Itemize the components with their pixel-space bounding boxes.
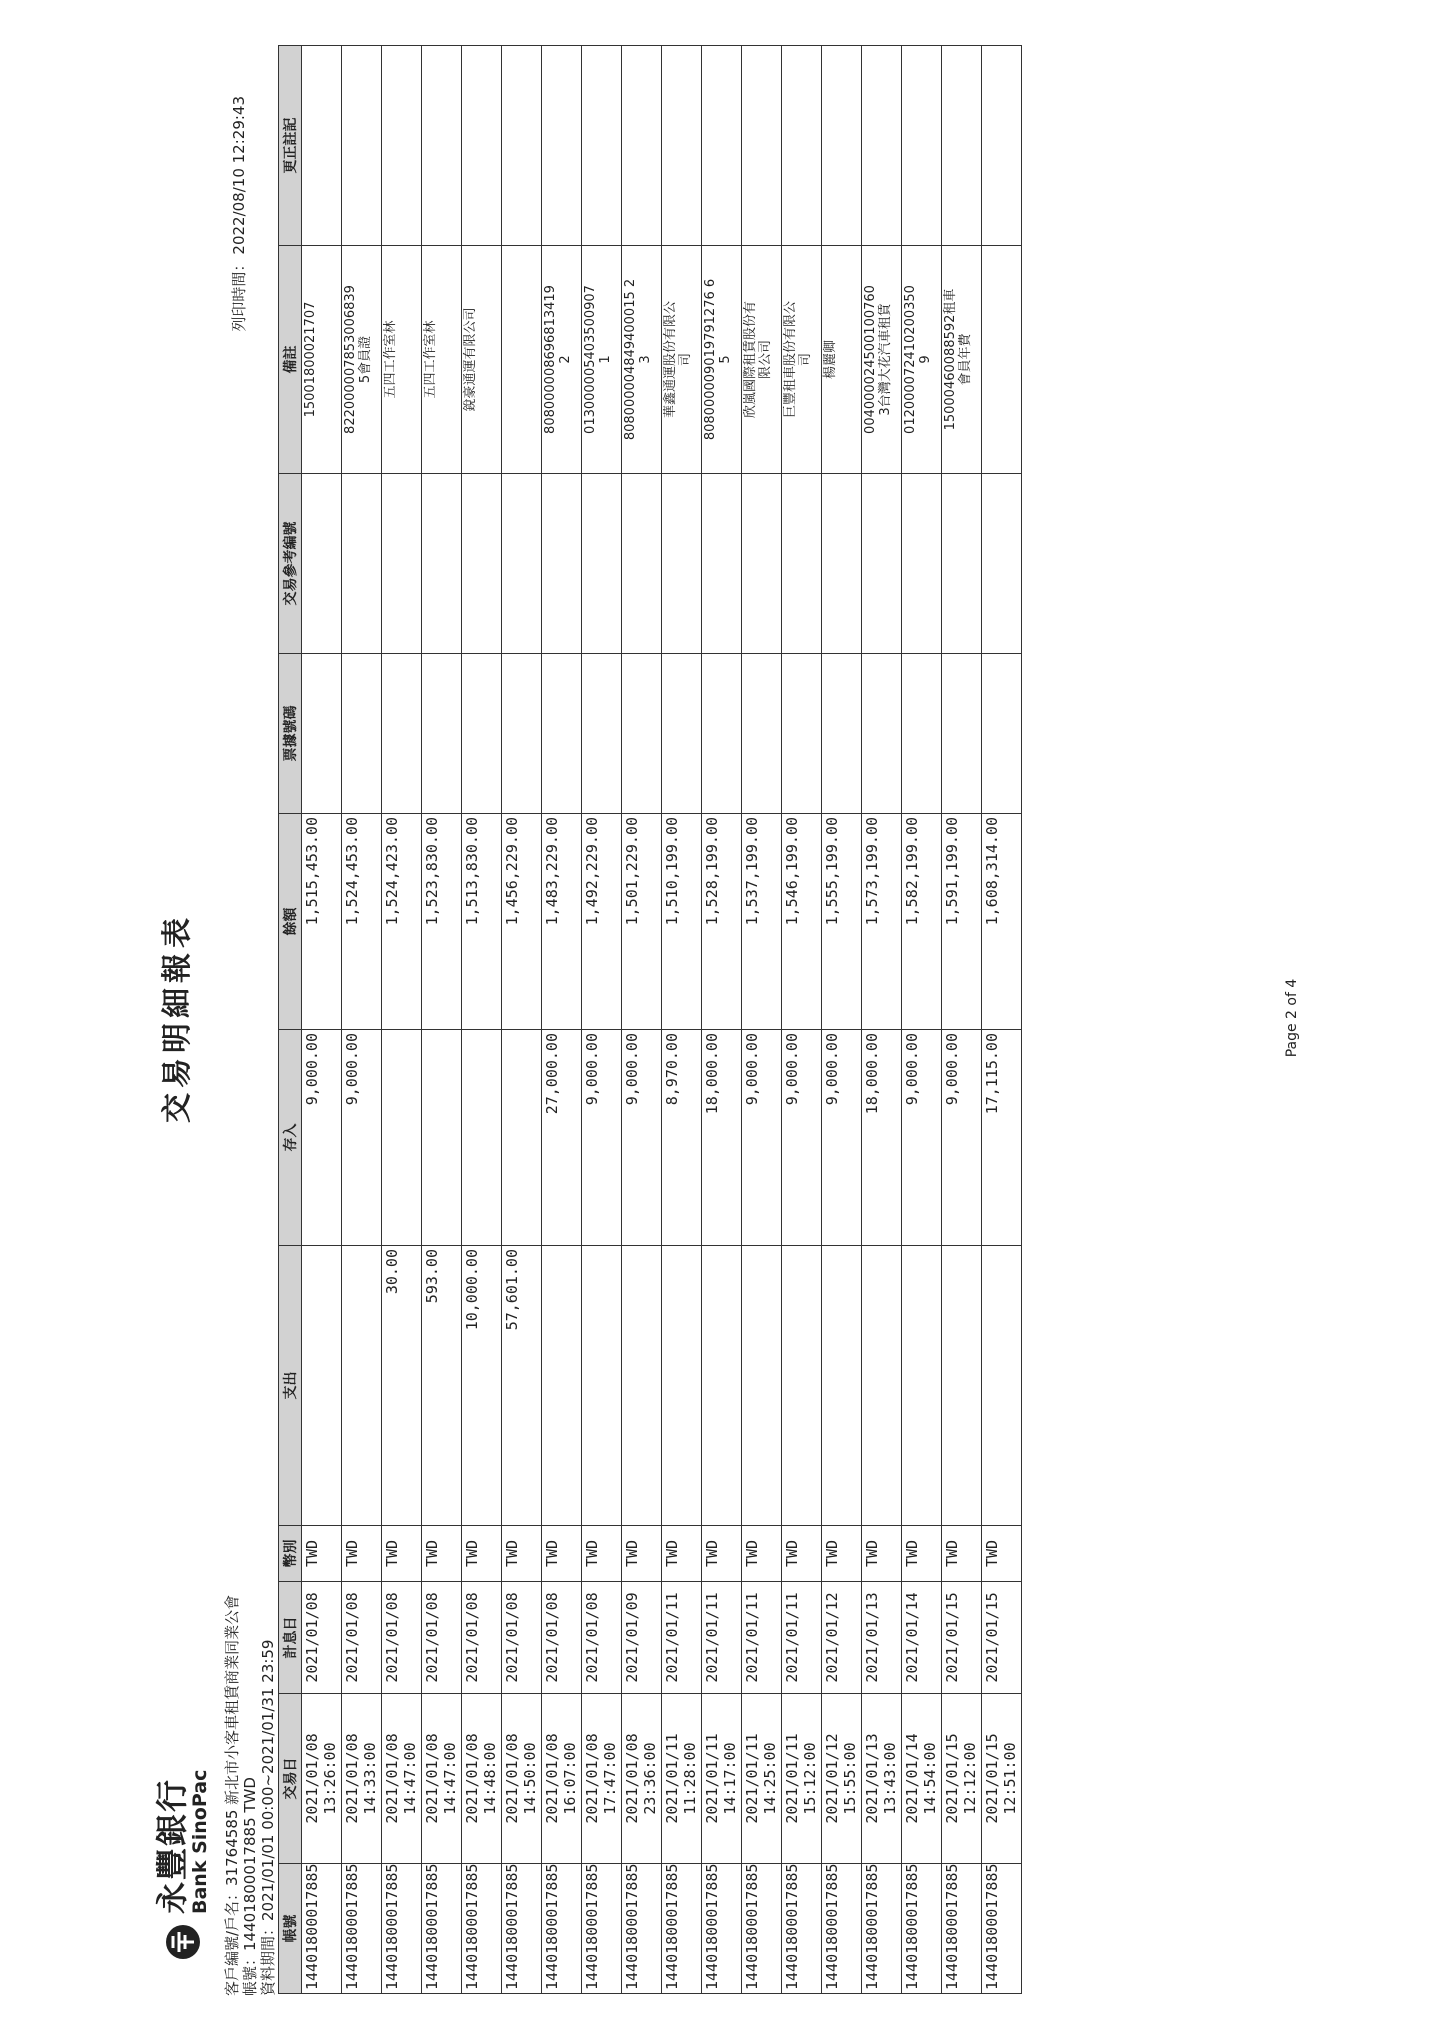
cell-remarks: 004000024500100760 3台灣大花汽車租賃 — [862, 246, 902, 474]
table-row — [342, 46, 382, 1994]
cell-correction-note — [742, 46, 782, 246]
cell-remarks: 楊麗卿 — [822, 246, 862, 474]
cell-currency: TWD — [382, 1526, 422, 1582]
cell-balance: 1,523,830.00 — [422, 814, 462, 1030]
cell-currency: TWD — [342, 1526, 382, 1582]
cell-value-date: 2021/01/08 — [382, 1582, 422, 1694]
cell-correction-note — [862, 46, 902, 246]
table-row — [702, 46, 742, 1994]
cell-withdrawal — [662, 1246, 702, 1526]
cell-account: 14401800017885 — [982, 1864, 1022, 1994]
cell-currency: TWD — [662, 1526, 702, 1582]
cell-withdrawal — [542, 1246, 582, 1526]
cell-value-date: 2021/01/13 — [862, 1582, 902, 1694]
table-row — [822, 46, 862, 1994]
cell-correction-note — [502, 46, 542, 246]
account-holder: 客戶編號/戶名：31764585 新北市小客車租賃商業同業公會 — [223, 1594, 241, 1996]
table-row — [382, 46, 422, 1994]
header-account: 帳號 — [279, 1864, 302, 1994]
cell-transaction-date: 2021/01/08 23:36:00 — [622, 1694, 662, 1864]
cell-cheque-number — [422, 654, 462, 814]
cell-withdrawal: 10,000.00 — [462, 1246, 502, 1526]
table-header-row — [279, 46, 302, 1994]
cell-cheque-number — [462, 654, 502, 814]
cell-cheque-number — [302, 654, 342, 814]
cell-correction-note — [462, 46, 502, 246]
cell-value-date: 2021/01/09 — [622, 1582, 662, 1694]
cell-remarks: 012000072410200350 9 — [902, 246, 942, 474]
cell-value-date: 2021/01/08 — [462, 1582, 502, 1694]
cell-withdrawal — [862, 1246, 902, 1526]
cell-balance: 1,492,229.00 — [582, 814, 622, 1030]
cell-transaction-date: 2021/01/11 14:25:00 — [742, 1694, 782, 1864]
cell-transaction-date: 2021/01/13 13:43:00 — [862, 1694, 902, 1864]
cell-transaction-date: 2021/01/11 11:28:00 — [662, 1694, 702, 1864]
cell-deposit: 27,000.00 — [542, 1030, 582, 1246]
cell-correction-note — [382, 46, 422, 246]
table-row — [462, 46, 502, 1994]
table-row — [742, 46, 782, 1994]
cell-value-date: 2021/01/08 — [302, 1582, 342, 1694]
cell-account: 14401800017885 — [382, 1864, 422, 1994]
bank-name-zh: 永豐銀行 — [153, 1777, 191, 1914]
cell-account: 14401800017885 — [502, 1864, 542, 1994]
table-row — [302, 46, 342, 1994]
cell-currency: TWD — [582, 1526, 622, 1582]
cell-cheque-number — [382, 654, 422, 814]
header-reference-number: 交易參考編號 — [279, 474, 302, 654]
cell-balance: 1,537,199.00 — [742, 814, 782, 1030]
cell-balance: 1,546,199.00 — [782, 814, 822, 1030]
cell-account: 14401800017885 — [622, 1864, 662, 1994]
cell-account: 14401800017885 — [342, 1864, 382, 1994]
cell-transaction-date: 2021/01/08 14:50:00 — [502, 1694, 542, 1864]
table-row — [662, 46, 702, 1994]
cell-deposit — [502, 1030, 542, 1246]
cell-transaction-date: 2021/01/08 16:07:00 — [542, 1694, 582, 1864]
cell-reference-number — [622, 474, 662, 654]
cell-currency: TWD — [822, 1526, 862, 1582]
cell-reference-number — [342, 474, 382, 654]
cell-value-date: 2021/01/08 — [542, 1582, 582, 1694]
cell-transaction-date: 2021/01/15 12:51:00 — [982, 1694, 1022, 1864]
cell-remarks: 822000007853006839 5會員證 — [342, 246, 382, 474]
cell-withdrawal — [342, 1246, 382, 1526]
transaction-table — [278, 45, 1022, 1994]
cell-correction-note — [582, 46, 622, 246]
cell-account: 14401800017885 — [582, 1864, 622, 1994]
cell-currency: TWD — [422, 1526, 462, 1582]
cell-account: 14401800017885 — [782, 1864, 822, 1994]
cell-cheque-number — [342, 654, 382, 814]
cell-transaction-date: 2021/01/14 14:54:00 — [902, 1694, 942, 1864]
print-time — [228, 96, 249, 334]
cell-deposit: 8,970.00 — [662, 1030, 702, 1246]
cell-value-date: 2021/01/08 — [582, 1582, 622, 1694]
report-title: 交易明細報表 — [160, 913, 195, 1123]
header-cheque-number: 票據號碼 — [279, 654, 302, 814]
bank-name-en: Bank SinoPac — [189, 1769, 211, 1914]
header-balance: 餘額 — [279, 814, 302, 1030]
cell-transaction-date: 2021/01/11 15:12:00 — [782, 1694, 822, 1864]
cell-remarks: 013000005403500907 1 — [582, 246, 622, 474]
cell-currency: TWD — [542, 1526, 582, 1582]
cell-reference-number — [822, 474, 862, 654]
header-withdrawal: 支出 — [279, 1246, 302, 1526]
cell-account: 14401800017885 — [422, 1864, 462, 1994]
cell-remarks: 五四工作室林 — [422, 246, 462, 474]
cell-remarks: 808000008696813419 2 — [542, 246, 582, 474]
cell-account: 14401800017885 — [902, 1864, 942, 1994]
cell-deposit — [462, 1030, 502, 1246]
cell-transaction-date: 2021/01/08 13:26:00 — [302, 1694, 342, 1864]
cell-withdrawal — [702, 1246, 742, 1526]
cell-cheque-number — [742, 654, 782, 814]
cell-reference-number — [702, 474, 742, 654]
table-row — [422, 46, 462, 1994]
cell-cheque-number — [502, 654, 542, 814]
cell-balance: 1,524,453.00 — [342, 814, 382, 1030]
cell-cheque-number — [662, 654, 702, 814]
cell-deposit: 9,000.00 — [942, 1030, 982, 1246]
cell-correction-note — [702, 46, 742, 246]
cell-transaction-date: 2021/01/12 15:55:00 — [822, 1694, 862, 1864]
cell-cheque-number — [782, 654, 822, 814]
cell-withdrawal — [942, 1246, 982, 1526]
cell-correction-note — [902, 46, 942, 246]
cell-value-date: 2021/01/11 — [662, 1582, 702, 1694]
cell-currency: TWD — [622, 1526, 662, 1582]
cell-balance: 1,510,199.00 — [662, 814, 702, 1030]
cell-value-date: 2021/01/08 — [502, 1582, 542, 1694]
cell-transaction-date: 2021/01/08 14:48:00 — [462, 1694, 502, 1864]
cell-deposit: 18,000.00 — [702, 1030, 742, 1246]
cell-deposit: 9,000.00 — [902, 1030, 942, 1246]
cell-deposit: 9,000.00 — [822, 1030, 862, 1246]
cell-value-date: 2021/01/11 — [702, 1582, 742, 1694]
cell-transaction-date: 2021/01/08 14:47:00 — [382, 1694, 422, 1864]
cell-reference-number — [662, 474, 702, 654]
cell-currency: TWD — [462, 1526, 502, 1582]
cell-value-date: 2021/01/15 — [942, 1582, 982, 1694]
cell-reference-number — [382, 474, 422, 654]
table-row — [502, 46, 542, 1994]
cell-reference-number — [742, 474, 782, 654]
cell-cheque-number — [622, 654, 662, 814]
cell-value-date: 2021/01/12 — [822, 1582, 862, 1694]
cell-deposit: 18,000.00 — [862, 1030, 902, 1246]
cell-correction-note — [982, 46, 1022, 246]
cell-remarks: 15000460088592租車 會員年費 — [942, 246, 982, 474]
cell-withdrawal — [582, 1246, 622, 1526]
cell-remarks — [982, 246, 1022, 474]
cell-balance: 1,513,830.00 — [462, 814, 502, 1030]
cell-cheque-number — [542, 654, 582, 814]
cell-currency: TWD — [902, 1526, 942, 1582]
cell-balance: 1,573,199.00 — [862, 814, 902, 1030]
cell-remarks: 欣嵐國際租賃股份有 限公司 — [742, 246, 782, 474]
cell-balance: 1,591,199.00 — [942, 814, 982, 1030]
cell-currency: TWD — [702, 1526, 742, 1582]
cell-correction-note — [782, 46, 822, 246]
table-row — [542, 46, 582, 1994]
table-row — [902, 46, 942, 1994]
cell-reference-number — [582, 474, 622, 654]
cell-correction-note — [822, 46, 862, 246]
cell-deposit: 9,000.00 — [622, 1030, 662, 1246]
table-body — [302, 46, 1022, 1994]
cell-cheque-number — [822, 654, 862, 814]
table-row — [582, 46, 622, 1994]
cell-account: 14401800017885 — [942, 1864, 982, 1994]
cell-account: 14401800017885 — [302, 1864, 342, 1994]
cell-reference-number — [862, 474, 902, 654]
data-period: 資料期間：2021/01/01 00:00~2021/01/31 23:59 — [259, 1639, 277, 1996]
cell-withdrawal — [902, 1246, 942, 1526]
cell-correction-note — [942, 46, 982, 246]
cell-reference-number — [542, 474, 582, 654]
cell-withdrawal — [622, 1246, 662, 1526]
header-deposit: 存入 — [279, 1030, 302, 1246]
cell-value-date: 2021/01/11 — [742, 1582, 782, 1694]
cell-balance: 1,555,199.00 — [822, 814, 862, 1030]
cell-withdrawal: 57,601.00 — [502, 1246, 542, 1526]
cell-currency: TWD — [302, 1526, 342, 1582]
print-time-label: 列印時間： — [230, 256, 248, 332]
cell-reference-number — [302, 474, 342, 654]
cell-remarks: 808000004849400015 2 3 — [622, 246, 662, 474]
cell-transaction-date: 2021/01/15 12:12:00 — [942, 1694, 982, 1864]
cell-deposit: 9,000.00 — [782, 1030, 822, 1246]
cell-reference-number — [782, 474, 822, 654]
cell-withdrawal — [742, 1246, 782, 1526]
cell-balance: 1,483,229.00 — [542, 814, 582, 1030]
cell-currency: TWD — [502, 1526, 542, 1582]
cell-currency: TWD — [942, 1526, 982, 1582]
table-row — [622, 46, 662, 1994]
header-remarks: 備註 — [279, 246, 302, 474]
cell-remarks: 808000009019791276 6 5 — [702, 246, 742, 474]
header-currency: 幣別 — [279, 1526, 302, 1582]
cell-transaction-date: 2021/01/08 17:47:00 — [582, 1694, 622, 1864]
cell-account: 14401800017885 — [862, 1864, 902, 1994]
cell-deposit — [382, 1030, 422, 1246]
cell-reference-number — [462, 474, 502, 654]
table-row — [942, 46, 982, 1994]
cell-withdrawal — [822, 1246, 862, 1526]
cell-account: 14401800017885 — [822, 1864, 862, 1994]
cell-correction-note — [662, 46, 702, 246]
cell-balance: 1,501,229.00 — [622, 814, 662, 1030]
cell-currency: TWD — [742, 1526, 782, 1582]
cell-reference-number — [422, 474, 462, 654]
cell-currency: TWD — [982, 1526, 1022, 1582]
cell-value-date: 2021/01/11 — [782, 1582, 822, 1694]
cell-account: 14401800017885 — [742, 1864, 782, 1994]
cell-currency: TWD — [862, 1526, 902, 1582]
cell-withdrawal — [302, 1246, 342, 1526]
cell-account: 14401800017885 — [662, 1864, 702, 1994]
header-transaction-date: 交易日 — [279, 1694, 302, 1864]
cell-balance: 1,608,314.00 — [982, 814, 1022, 1030]
cell-withdrawal — [982, 1246, 1022, 1526]
cell-cheque-number — [702, 654, 742, 814]
cell-transaction-date: 2021/01/08 14:33:00 — [342, 1694, 382, 1864]
cell-value-date: 2021/01/08 — [342, 1582, 382, 1694]
page-number: Page 2 of 4 — [1284, 978, 1300, 1058]
cell-deposit: 9,000.00 — [342, 1030, 382, 1246]
cell-withdrawal — [782, 1246, 822, 1526]
cell-remarks: 五四工作室林 — [382, 246, 422, 474]
cell-cheque-number — [902, 654, 942, 814]
cell-remarks: 15001800021707 — [302, 246, 342, 474]
cell-withdrawal: 30.00 — [382, 1246, 422, 1526]
cell-remarks — [502, 246, 542, 474]
table-row — [862, 46, 902, 1994]
table-row — [982, 46, 1022, 1994]
cell-deposit: 9,000.00 — [302, 1030, 342, 1246]
header-value-date: 計息日 — [279, 1582, 302, 1694]
cell-remarks: 華鑫通運股份有限公 司 — [662, 246, 702, 474]
cell-deposit: 17,115.00 — [982, 1030, 1022, 1246]
account-number: 帳號：14401800017885 TWD — [241, 1777, 259, 1996]
print-time-value: 2022/08/10 12:29:43 — [230, 96, 248, 255]
cell-correction-note — [302, 46, 342, 246]
cell-correction-note — [622, 46, 662, 246]
cell-deposit — [422, 1030, 462, 1246]
cell-cheque-number — [982, 654, 1022, 814]
cell-deposit: 9,000.00 — [582, 1030, 622, 1246]
cell-cheque-number — [582, 654, 622, 814]
cell-balance: 1,456,229.00 — [502, 814, 542, 1030]
cell-value-date: 2021/01/08 — [422, 1582, 462, 1694]
cell-cheque-number — [942, 654, 982, 814]
cell-reference-number — [982, 474, 1022, 654]
table-row — [782, 46, 822, 1994]
cell-currency: TWD — [782, 1526, 822, 1582]
cell-remarks: 巨豐租車股份有限公 司 — [782, 246, 822, 474]
cell-correction-note — [342, 46, 382, 246]
cell-value-date: 2021/01/15 — [982, 1582, 1022, 1694]
cell-balance: 1,524,423.00 — [382, 814, 422, 1030]
cell-reference-number — [902, 474, 942, 654]
cell-reference-number — [942, 474, 982, 654]
cell-balance: 1,528,199.00 — [702, 814, 742, 1030]
header-correction-note: 更正註記 — [279, 46, 302, 246]
cell-account: 14401800017885 — [542, 1864, 582, 1994]
cell-cheque-number — [862, 654, 902, 814]
cell-correction-note — [542, 46, 582, 246]
cell-remarks: 銳豪通運有限公司 — [462, 246, 502, 474]
cell-correction-note — [422, 46, 462, 246]
cell-value-date: 2021/01/14 — [902, 1582, 942, 1694]
cell-balance: 1,582,199.00 — [902, 814, 942, 1030]
cell-transaction-date: 2021/01/11 14:17:00 — [702, 1694, 742, 1864]
cell-account: 14401800017885 — [462, 1864, 502, 1994]
cell-account: 14401800017885 — [702, 1864, 742, 1994]
cell-reference-number — [502, 474, 542, 654]
cell-deposit: 9,000.00 — [742, 1030, 782, 1246]
cell-balance: 1,515,453.00 — [302, 814, 342, 1030]
cell-withdrawal: 593.00 — [422, 1246, 462, 1526]
cell-transaction-date: 2021/01/08 14:47:00 — [422, 1694, 462, 1864]
